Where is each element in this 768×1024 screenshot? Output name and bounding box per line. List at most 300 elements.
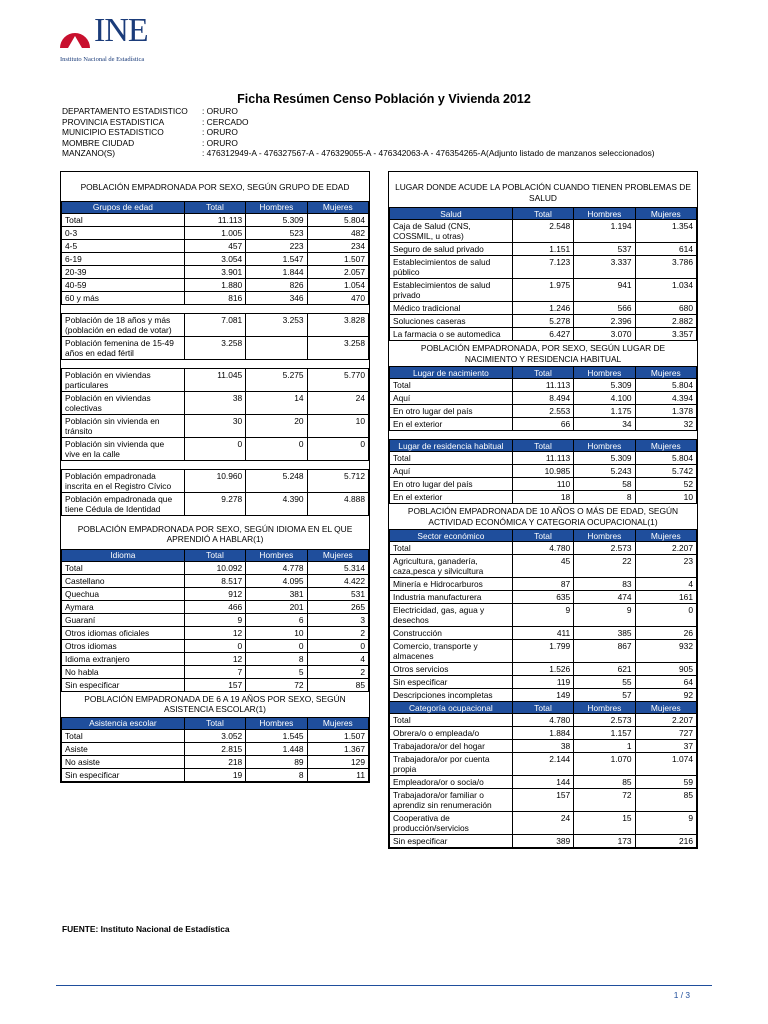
sexo-edad-table bbox=[61, 201, 369, 516]
table-row bbox=[62, 678, 369, 691]
cell-value: 2 bbox=[307, 626, 368, 639]
escolar-table bbox=[61, 717, 369, 782]
nacimiento-title: POBLACIÓN EMPADRONADA, POR SEXO, SEGÚN LUGAR DE NACIMIENTO Y RESIDENCIA HABITUAL bbox=[420, 343, 666, 364]
cell-value: 14 bbox=[246, 391, 307, 414]
table-row bbox=[390, 452, 697, 465]
cell-value: 23 bbox=[635, 555, 696, 578]
cell-value: 1.246 bbox=[512, 302, 573, 315]
cell-value: 537 bbox=[574, 243, 635, 256]
cell-value: 87 bbox=[512, 578, 573, 591]
cell-value: 4.095 bbox=[246, 574, 307, 587]
row-label: Guaraní bbox=[62, 613, 185, 626]
cell-value: 3.052 bbox=[184, 729, 245, 742]
cell-value: 5.804 bbox=[307, 213, 368, 226]
cell-value: 218 bbox=[184, 755, 245, 768]
cell-value: 867 bbox=[574, 640, 635, 663]
table-row bbox=[390, 591, 697, 604]
fuente-note: FUENTE: Instituto Nacional de Estadística bbox=[62, 924, 230, 934]
ine-mountain-icon bbox=[58, 20, 92, 50]
meta-row bbox=[62, 106, 655, 117]
cell-value: 24 bbox=[307, 391, 368, 414]
cell-value: 1.070 bbox=[574, 753, 635, 776]
cell-value: 10 bbox=[635, 491, 696, 504]
cell-value: 411 bbox=[512, 627, 573, 640]
row-label: Soluciones caseras bbox=[390, 315, 513, 328]
row-label: Electricidad, gas, agua y desechos bbox=[390, 604, 513, 627]
cell-value: 1.175 bbox=[574, 405, 635, 418]
cell-value: 1.074 bbox=[635, 753, 696, 776]
column-header: Lugar de residencia habitual bbox=[390, 440, 513, 452]
row-label: Caja de Salud (CNS, COSSMIL, u otras) bbox=[390, 220, 513, 243]
cell-value: 8 bbox=[574, 491, 635, 504]
row-label: Población femenina de 15-49 años en edad fértil bbox=[62, 336, 185, 359]
cell-value: 216 bbox=[635, 835, 696, 848]
cell-value: 15 bbox=[574, 812, 635, 835]
cell-value: 1.378 bbox=[635, 405, 696, 418]
cell-value: 89 bbox=[246, 755, 307, 768]
column-header: Sector económico bbox=[390, 530, 513, 542]
cell-value: 265 bbox=[307, 600, 368, 613]
salud-table bbox=[389, 207, 697, 341]
cell-value: 4.778 bbox=[246, 561, 307, 574]
table-row bbox=[390, 256, 697, 279]
row-label: Obrera/o o empleada/o bbox=[390, 727, 513, 740]
cell-value: 10.960 bbox=[184, 469, 245, 492]
spacer-row bbox=[62, 304, 369, 313]
cell-value: 932 bbox=[635, 640, 696, 663]
table-header-row bbox=[390, 440, 697, 452]
cell-value: 55 bbox=[574, 676, 635, 689]
cell-value: 24 bbox=[512, 812, 573, 835]
column-header: Mujeres bbox=[635, 702, 696, 714]
row-label: Trabajadora/or familiar o aprendiz sin renumeración bbox=[390, 789, 513, 812]
cell-value: 8 bbox=[246, 652, 307, 665]
cell-value: 4.780 bbox=[512, 542, 573, 555]
table-row bbox=[390, 776, 697, 789]
sexo-edad-title: POBLACIÓN EMPADRONADA POR SEXO, SEGÚN GRUPO DE EDAD bbox=[80, 182, 350, 192]
ine-logo bbox=[58, 12, 178, 70]
cell-value: 0 bbox=[635, 604, 696, 627]
row-label: Total bbox=[390, 379, 513, 392]
row-label: Asiste bbox=[62, 742, 185, 755]
table-row bbox=[390, 812, 697, 835]
cell-value: 614 bbox=[635, 243, 696, 256]
cell-value: 3 bbox=[307, 613, 368, 626]
row-label: Seguro de salud privado bbox=[390, 243, 513, 256]
cell-value: 4.422 bbox=[307, 574, 368, 587]
cell-value: 5.314 bbox=[307, 561, 368, 574]
cell-value: 1.448 bbox=[246, 742, 307, 755]
cell-value: 6 bbox=[246, 613, 307, 626]
cell-value: 474 bbox=[574, 591, 635, 604]
row-label: No habla bbox=[62, 665, 185, 678]
meta-key: MANZANO(S) bbox=[62, 148, 116, 159]
cell-value: 566 bbox=[574, 302, 635, 315]
column-header: Total bbox=[512, 367, 573, 379]
idioma-table bbox=[61, 549, 369, 692]
cell-value: 45 bbox=[512, 555, 573, 578]
column-header: Salud bbox=[390, 208, 513, 220]
cell-value: 38 bbox=[512, 740, 573, 753]
row-label: Cooperativa de producción/servicios bbox=[390, 812, 513, 835]
cell-value: 10.985 bbox=[512, 465, 573, 478]
table-row bbox=[390, 663, 697, 676]
cell-value: 2.144 bbox=[512, 753, 573, 776]
column-header: Hombres bbox=[246, 201, 307, 213]
row-label: Total bbox=[62, 213, 185, 226]
table-row bbox=[62, 492, 369, 515]
row-label: Total bbox=[62, 729, 185, 742]
column-header: Total bbox=[184, 201, 245, 213]
table-row bbox=[390, 302, 697, 315]
cell-value: 5.770 bbox=[307, 368, 368, 391]
cell-value: 52 bbox=[635, 478, 696, 491]
row-label: 40-59 bbox=[62, 278, 185, 291]
left-column bbox=[60, 171, 370, 783]
table-row bbox=[62, 391, 369, 414]
cell-value: 1.354 bbox=[635, 220, 696, 243]
column-header: Mujeres bbox=[635, 208, 696, 220]
meta-key: DEPARTAMENTO ESTADISTICO bbox=[62, 106, 188, 116]
row-label: Total bbox=[390, 714, 513, 727]
logo-subtitle: Instituto Nacional de Estadística bbox=[60, 56, 145, 63]
table-row bbox=[62, 313, 369, 336]
cell-value: 385 bbox=[574, 627, 635, 640]
cell-value: 85 bbox=[574, 776, 635, 789]
cell-value: 482 bbox=[307, 226, 368, 239]
table-row bbox=[62, 469, 369, 492]
spacer-cell bbox=[62, 304, 369, 313]
table-row bbox=[62, 437, 369, 460]
row-label: Comercio, transporte y almacenes bbox=[390, 640, 513, 663]
table-row bbox=[390, 627, 697, 640]
cell-value: 3.337 bbox=[574, 256, 635, 279]
table-row bbox=[62, 729, 369, 742]
table-row bbox=[62, 291, 369, 304]
table-row bbox=[390, 465, 697, 478]
cell-value: 57 bbox=[574, 689, 635, 702]
cell-value: 58 bbox=[574, 478, 635, 491]
idioma-title: POBLACIÓN EMPADRONADA POR SEXO, SEGÚN IDIOMA EN EL QUE APRENDIÓ A HABLAR(1) bbox=[77, 523, 353, 544]
cell-value: 66 bbox=[512, 418, 573, 431]
table-row bbox=[390, 478, 697, 491]
cell-value: 5.309 bbox=[574, 452, 635, 465]
cell-value: 1.526 bbox=[512, 663, 573, 676]
right-column bbox=[388, 171, 698, 849]
table-header-row bbox=[390, 702, 697, 714]
row-label: Aquí bbox=[390, 392, 513, 405]
cell-value: 1 bbox=[574, 740, 635, 753]
cell-value: 72 bbox=[574, 789, 635, 812]
cell-value: 1.034 bbox=[635, 279, 696, 302]
cell-value: 4.780 bbox=[512, 714, 573, 727]
table-header-row bbox=[62, 201, 369, 213]
column-header: Total bbox=[512, 440, 573, 452]
cell-value: 8 bbox=[246, 768, 307, 781]
cell-value: 19 bbox=[184, 768, 245, 781]
row-label: Otros idiomas oficiales bbox=[62, 626, 185, 639]
table-header-row bbox=[390, 530, 697, 542]
table-row bbox=[62, 278, 369, 291]
table-row bbox=[62, 213, 369, 226]
row-label: Población empadronada que tiene Cédula de Identidad bbox=[62, 492, 185, 515]
table-row bbox=[390, 753, 697, 776]
table-row bbox=[62, 613, 369, 626]
cell-value: 4 bbox=[307, 652, 368, 665]
row-label: Trabajadora/or del hogar bbox=[390, 740, 513, 753]
row-label: Establecimientos de salud privado bbox=[390, 279, 513, 302]
cell-value: 4.888 bbox=[307, 492, 368, 515]
row-label: Total bbox=[390, 542, 513, 555]
cell-value: 5.804 bbox=[635, 379, 696, 392]
cell-value: 37 bbox=[635, 740, 696, 753]
cell-value: 85 bbox=[307, 678, 368, 691]
nacimiento-table bbox=[389, 366, 697, 504]
table-row bbox=[62, 665, 369, 678]
spacer-cell bbox=[390, 431, 697, 440]
table-row bbox=[390, 243, 697, 256]
cell-value: 10 bbox=[307, 414, 368, 437]
column-header: Hombres bbox=[246, 549, 307, 561]
cell-value: 92 bbox=[635, 689, 696, 702]
cell-value: 0 bbox=[246, 639, 307, 652]
row-label: Castellano bbox=[62, 574, 185, 587]
cell-value: 11.113 bbox=[512, 452, 573, 465]
cell-value: 22 bbox=[574, 555, 635, 578]
cell-value: 3.258 bbox=[184, 336, 245, 359]
cell-value: 11.045 bbox=[184, 368, 245, 391]
table-row bbox=[390, 727, 697, 740]
column-header: Total bbox=[184, 717, 245, 729]
table-header-row bbox=[390, 208, 697, 220]
actividad-table bbox=[389, 529, 697, 848]
cell-value: 5.248 bbox=[246, 469, 307, 492]
row-label: Población empadronada inscrita en el Registro Cívico bbox=[62, 469, 185, 492]
table-row bbox=[62, 265, 369, 278]
table-row bbox=[62, 561, 369, 574]
cell-value: 59 bbox=[635, 776, 696, 789]
column-header: Hombres bbox=[574, 530, 635, 542]
cell-value: 9.278 bbox=[184, 492, 245, 515]
cell-value: 173 bbox=[574, 835, 635, 848]
cell-value: 5.309 bbox=[246, 213, 307, 226]
row-label: Quechua bbox=[62, 587, 185, 600]
spacer-cell bbox=[62, 460, 369, 469]
column-header: Hombres bbox=[246, 717, 307, 729]
cell-value: 30 bbox=[184, 414, 245, 437]
cell-value: 201 bbox=[246, 600, 307, 613]
cell-value: 223 bbox=[246, 239, 307, 252]
cell-value: 64 bbox=[635, 676, 696, 689]
table-row bbox=[390, 279, 697, 302]
table-header-row bbox=[62, 549, 369, 561]
page-number: 1 / 3 bbox=[673, 990, 690, 1000]
row-label: Construcción bbox=[390, 627, 513, 640]
row-label: En otro lugar del país bbox=[390, 478, 513, 491]
cell-value: 5.243 bbox=[574, 465, 635, 478]
cell-value: 4.100 bbox=[574, 392, 635, 405]
cell-value: 457 bbox=[184, 239, 245, 252]
row-label: Minería e Hidrocarburos bbox=[390, 578, 513, 591]
cell-value: 381 bbox=[246, 587, 307, 600]
row-label: En el exterior bbox=[390, 491, 513, 504]
row-label: 6-19 bbox=[62, 252, 185, 265]
column-header: Mujeres bbox=[635, 367, 696, 379]
cell-value: 5.275 bbox=[246, 368, 307, 391]
cell-value: 83 bbox=[574, 578, 635, 591]
footer-divider bbox=[56, 985, 712, 986]
cell-value: 0 bbox=[184, 639, 245, 652]
cell-value: 816 bbox=[184, 291, 245, 304]
spacer-cell bbox=[62, 359, 369, 368]
table-row bbox=[62, 239, 369, 252]
cell-value: 1.507 bbox=[307, 252, 368, 265]
row-label: Descripciones incompletas bbox=[390, 689, 513, 702]
cell-value: 727 bbox=[635, 727, 696, 740]
table-row bbox=[62, 368, 369, 391]
table-row bbox=[390, 555, 697, 578]
cell-value: 2 bbox=[307, 665, 368, 678]
cell-value: 3.786 bbox=[635, 256, 696, 279]
table-row bbox=[62, 252, 369, 265]
actividad-title: POBLACIÓN EMPADRONADA DE 10 AÑOS O MÁS DE EDAD, SEGÚN ACTIVIDAD ECONÓMICA Y CATEGORIA OCUPACIONAL(1) bbox=[407, 506, 679, 527]
meta-value: : ORURO bbox=[202, 127, 238, 138]
row-label: En el exterior bbox=[390, 418, 513, 431]
row-label: Otros servicios bbox=[390, 663, 513, 676]
table-row bbox=[62, 414, 369, 437]
column-header: Categoría ocupacional bbox=[390, 702, 513, 714]
logo-text: INE bbox=[94, 12, 148, 49]
cell-value: 7.123 bbox=[512, 256, 573, 279]
cell-value: 4 bbox=[635, 578, 696, 591]
cell-value: 0 bbox=[307, 437, 368, 460]
cell-value: 905 bbox=[635, 663, 696, 676]
row-label: Establecimientos de salud público bbox=[390, 256, 513, 279]
cell-value: 10.092 bbox=[184, 561, 245, 574]
cell-value: 38 bbox=[184, 391, 245, 414]
cell-value: 5.712 bbox=[307, 469, 368, 492]
cell-value: 5.278 bbox=[512, 315, 573, 328]
cell-value: 20 bbox=[246, 414, 307, 437]
table-row bbox=[390, 220, 697, 243]
cell-value: 5 bbox=[246, 665, 307, 678]
cell-value: 3.828 bbox=[307, 313, 368, 336]
cell-value: 32 bbox=[635, 418, 696, 431]
table-row bbox=[390, 689, 697, 702]
cell-value: 10 bbox=[246, 626, 307, 639]
spacer-row bbox=[62, 460, 369, 469]
cell-value: 9 bbox=[635, 812, 696, 835]
meta-key: PROVINCIA ESTADISTICA bbox=[62, 116, 165, 127]
spacer-row bbox=[62, 359, 369, 368]
cell-value: 18 bbox=[512, 491, 573, 504]
cell-value: 5.804 bbox=[635, 452, 696, 465]
row-label: Aymara bbox=[62, 600, 185, 613]
cell-value: 85 bbox=[635, 789, 696, 812]
cell-value: 523 bbox=[246, 226, 307, 239]
cell-value: 1.547 bbox=[246, 252, 307, 265]
cell-value: 1.054 bbox=[307, 278, 368, 291]
table-row bbox=[390, 379, 697, 392]
row-label: Trabajadora/or por cuenta propia bbox=[390, 753, 513, 776]
cell-value: 2.815 bbox=[184, 742, 245, 755]
column-header: Hombres bbox=[574, 440, 635, 452]
cell-value: 157 bbox=[184, 678, 245, 691]
row-label: Sin especificar bbox=[62, 678, 185, 691]
row-label: Sin especificar bbox=[390, 676, 513, 689]
cell-value: 8.494 bbox=[512, 392, 573, 405]
cell-value: 7.081 bbox=[184, 313, 245, 336]
table-row bbox=[390, 578, 697, 591]
row-label: La farmacia o se automedica bbox=[390, 328, 513, 341]
cell-value: 11.113 bbox=[184, 213, 245, 226]
cell-value: 119 bbox=[512, 676, 573, 689]
cell-value: 11 bbox=[307, 768, 368, 781]
cell-value: 12 bbox=[184, 652, 245, 665]
meta-value: : ORURO bbox=[202, 137, 238, 148]
page-title: Ficha Resúmen Censo Población y Vivienda 2012 bbox=[237, 92, 531, 106]
cell-value: 1.151 bbox=[512, 243, 573, 256]
table-header-row bbox=[390, 367, 697, 379]
cell-value: 635 bbox=[512, 591, 573, 604]
row-label: Población sin vivienda que vive en la calle bbox=[62, 437, 185, 460]
escolar-title: POBLACIÓN EMPADRONADA DE 6 A 19 AÑOS POR SEXO, SEGÚN ASISTENCIA ESCOLAR(1) bbox=[84, 693, 346, 714]
cell-value: 3.054 bbox=[184, 252, 245, 265]
cell-value: 9 bbox=[184, 613, 245, 626]
row-label: Población en viviendas colectivas bbox=[62, 391, 185, 414]
table-row bbox=[62, 742, 369, 755]
cell-value: 3.258 bbox=[307, 336, 368, 359]
column-header: Total bbox=[512, 702, 573, 714]
table-row bbox=[62, 226, 369, 239]
cell-value: 912 bbox=[184, 587, 245, 600]
row-label: Población de 18 años y más (población en edad de votar) bbox=[62, 313, 185, 336]
cell-value: 1.844 bbox=[246, 265, 307, 278]
cell-value: 129 bbox=[307, 755, 368, 768]
cell-value: 466 bbox=[184, 600, 245, 613]
column-header: Total bbox=[512, 530, 573, 542]
cell-value: 110 bbox=[512, 478, 573, 491]
column-header: Asistencia escolar bbox=[62, 717, 185, 729]
cell-value: 0 bbox=[307, 639, 368, 652]
row-label: 60 y más bbox=[62, 291, 185, 304]
table-row bbox=[390, 676, 697, 689]
row-label: Agricultura, ganadería, caza,pesca y silvicultura bbox=[390, 555, 513, 578]
meta-row bbox=[62, 127, 655, 138]
table-row bbox=[390, 604, 697, 627]
cell-value: 1.545 bbox=[246, 729, 307, 742]
cell-value: 1.367 bbox=[307, 742, 368, 755]
column-header: Mujeres bbox=[307, 201, 368, 213]
table-row bbox=[62, 574, 369, 587]
row-label: Sin especificar bbox=[62, 768, 185, 781]
cell-value: 11.113 bbox=[512, 379, 573, 392]
table-row bbox=[390, 491, 697, 504]
cell-value: 6.427 bbox=[512, 328, 573, 341]
salud-title: LUGAR DONDE ACUDE LA POBLACIÓN CUANDO TIENEN PROBLEMAS DE SALUD bbox=[395, 182, 691, 203]
meta-row bbox=[62, 138, 655, 149]
table-row bbox=[390, 392, 697, 405]
cell-value: 1.799 bbox=[512, 640, 573, 663]
row-label: Otros idiomas bbox=[62, 639, 185, 652]
cell-value: 4.394 bbox=[635, 392, 696, 405]
row-label: 0-3 bbox=[62, 226, 185, 239]
meta-value: : 476312949-A - 476327567-A - 476329055-A - 476342063-A - 476354265-A(Adjunto listado de manzanos seleccionados) bbox=[202, 148, 655, 159]
cell-value: 9 bbox=[574, 604, 635, 627]
cell-value: 1.194 bbox=[574, 220, 635, 243]
table-row bbox=[390, 418, 697, 431]
row-label: Aquí bbox=[390, 465, 513, 478]
